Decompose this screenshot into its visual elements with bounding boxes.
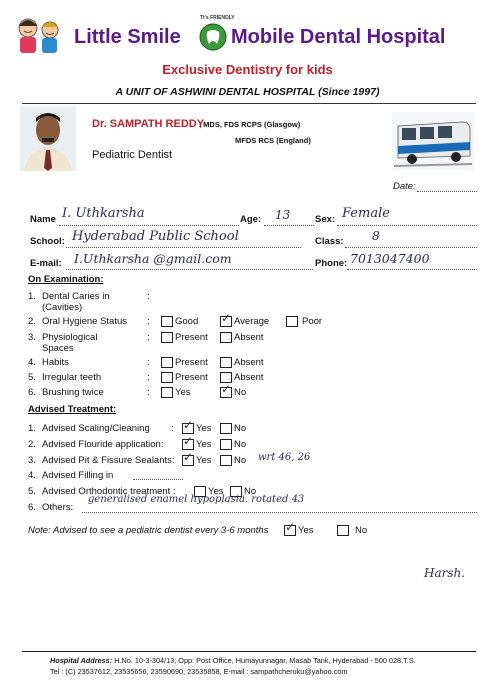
treat-label-5: Advised Orthodontic treatment : [42, 486, 176, 497]
treat-label-6: Others: [42, 502, 74, 513]
exam-num-2: 2. [28, 316, 36, 327]
advice-no-checkbox[interactable] [337, 525, 349, 536]
phone-label: Phone: [315, 258, 348, 269]
advice-yes-label: Yes [298, 525, 314, 536]
exam-label-2: Oral Hygiene Status [42, 316, 128, 327]
sealants-note[interactable]: wrt 46, 26 [258, 452, 311, 463]
sealants-no-label: No [234, 455, 247, 466]
footer-address-label: Hospital Address: [50, 656, 113, 665]
doctor-quals-1: , MDS, FDS RCPS (Glasgow) [199, 120, 301, 129]
doctor-photo [20, 106, 76, 171]
habits-present-checkbox[interactable] [161, 357, 173, 368]
advice-note: Note: Advised to see a pediatric dentist every 3-6 months [28, 525, 269, 536]
doctor-signature: Harsh. [424, 566, 466, 580]
doctor-name: Dr. SAMPATH REDDY [92, 118, 205, 130]
others-field-line [82, 512, 477, 513]
date-field[interactable] [417, 191, 477, 192]
sealants-no-checkbox[interactable] [220, 455, 232, 466]
mobile-bus-image [392, 112, 474, 170]
good-label: Good [175, 316, 199, 327]
treat-label-1: Advised Scaling/Cleaning [42, 423, 150, 434]
treat-colon-1: : [171, 423, 174, 434]
doctor-quals-2: MFDS RCS (England) [235, 136, 311, 145]
poor-label: Poor [302, 316, 323, 327]
treat-num-3: 3. [28, 455, 36, 466]
tooth-badge-icon [199, 23, 227, 51]
treat-num-6: 6. [28, 502, 36, 513]
exam-label-1b: (Cavities) [42, 302, 83, 313]
flouride-no-label: No [234, 439, 247, 450]
age-value[interactable]: 13 [275, 208, 291, 222]
header-divider [22, 103, 476, 104]
exam-label-5: Irregular teeth [42, 372, 102, 383]
average-check-mark: ✓ [221, 311, 232, 325]
kids-logo [10, 14, 70, 60]
scaling-no-checkbox[interactable] [220, 423, 232, 434]
scaling-yes-label: Yes [196, 423, 212, 434]
irregular-absent-label: Absent [234, 372, 264, 383]
treat-num-5: 5. [28, 486, 36, 497]
treat-num-2: 2. [28, 439, 36, 450]
class-value[interactable]: 8 [372, 229, 380, 243]
exam-colon-3: : [147, 332, 150, 343]
class-field-line [345, 247, 477, 248]
spaces-absent-checkbox[interactable] [220, 332, 232, 343]
flouride-no-checkbox[interactable] [220, 439, 232, 450]
subtitle: Exclusive Dentistry for kids [162, 62, 333, 77]
tagline: A UNIT OF ASHWINI DENTAL HOSPITAL (Since 1997) [115, 86, 380, 98]
exam-num-6: 6. [28, 387, 36, 398]
footer-divider [22, 651, 476, 652]
treat-label-2: Advised Flouride application: [42, 439, 164, 450]
exam-colon-6: : [147, 387, 150, 398]
scaling-no-label: No [234, 423, 247, 434]
others-note[interactable]: generalised enamel hypoplasia. rotated 43 [88, 494, 305, 505]
exam-colon-1: : [147, 291, 150, 302]
age-label: Age: [240, 214, 262, 225]
name-field-line [59, 225, 239, 226]
average-label: Average [234, 316, 270, 327]
sealants-yes-check-mark: ✓ [183, 450, 194, 464]
treat-label-4: Advised Filling in [42, 470, 114, 481]
exam-colon-2: : [147, 316, 150, 327]
exam-colon-5: : [147, 372, 150, 383]
doctor-role: Pediatric Dentist [92, 149, 173, 161]
habits-absent-checkbox[interactable] [220, 357, 232, 368]
class-label: Class: [315, 236, 344, 247]
scaling-yes-check-mark: ✓ [183, 418, 194, 432]
filling-field-line[interactable] [133, 479, 183, 480]
poor-checkbox[interactable] [286, 316, 298, 327]
habits-present-label: Present [175, 357, 208, 368]
email-value[interactable]: I.Uthkarsha @gmail.com [74, 251, 232, 266]
exam-label-3b: Spaces [42, 343, 74, 354]
age-field-line [264, 225, 314, 226]
examination-heading: On Examination: [28, 274, 104, 285]
good-checkbox[interactable] [161, 316, 173, 327]
exam-num-3: 3. [28, 332, 36, 343]
exam-label-1: Dental Caries in [42, 291, 110, 302]
footer-address-text: H.No. 10-3-304/13, Opp: Post Office, Humayunnagar, Masab Tank, Hyderabad - 500 028.T.S. [114, 656, 416, 665]
treat-num-1: 1. [28, 423, 36, 434]
ortho-no-label: No [244, 486, 257, 497]
exam-label-4: Habits [42, 357, 69, 368]
exam-num-5: 5. [28, 372, 36, 383]
brushing-no-check-mark: ✓ [221, 382, 232, 396]
phone-value[interactable]: 7013047400 [350, 251, 430, 266]
ortho-yes-label: Yes [208, 486, 224, 497]
exam-label-3: Physiological [42, 332, 98, 343]
brushing-yes-checkbox[interactable] [161, 387, 173, 398]
school-value[interactable]: Hyderabad Public School [72, 229, 239, 244]
school-field-line [66, 247, 301, 248]
school-label: School: [30, 236, 65, 247]
sex-label: Sex: [315, 214, 336, 225]
date-label: Date: [393, 181, 416, 192]
footer-contact: Tel : (C) 23537612, 23535656, 23590690, 23535858, E-mail : sampathcheruku@yahoo.com [50, 667, 348, 676]
exam-colon-4: : [147, 357, 150, 368]
email-field-line [66, 269, 313, 270]
exam-num-4: 4. [28, 357, 36, 368]
flouride-yes-check-mark: ✓ [183, 434, 194, 448]
app-title-right: Mobile Dental Hospital [231, 26, 446, 48]
footer-address [50, 656, 416, 665]
sex-value[interactable]: Female [342, 206, 390, 221]
sealants-yes-label: Yes [196, 455, 212, 466]
exam-label-6: Brushing twice [42, 387, 104, 398]
app-title-left: Little Smile [74, 26, 181, 48]
brushing-yes-label: Yes [175, 387, 191, 398]
name-value[interactable]: I. Uthkarsha [62, 206, 145, 221]
treatment-heading: Advised Treatment: [28, 404, 117, 415]
email-label: E-mail: [30, 258, 62, 269]
phone-field-line [347, 269, 477, 270]
badge-text: Tt's FRIENDLY [200, 15, 235, 21]
flouride-yes-label: Yes [196, 439, 212, 450]
brushing-no-label: No [234, 387, 247, 398]
spaces-present-label: Present [175, 332, 208, 343]
advice-yes-check-mark: ✓ [285, 520, 296, 534]
exam-num-1: 1. [28, 291, 36, 302]
advice-no-label: No [355, 525, 368, 536]
treat-num-4: 4. [28, 470, 36, 481]
irregular-present-checkbox[interactable] [161, 372, 173, 383]
irregular-present-label: Present [175, 372, 208, 383]
spaces-present-checkbox[interactable] [161, 332, 173, 343]
treat-label-3: Advised Pit & Fissure Sealants: [42, 455, 175, 466]
name-label: Name [30, 214, 56, 225]
spaces-absent-label: Absent [234, 332, 264, 343]
sex-field-line [337, 225, 477, 226]
habits-absent-label: Absent [234, 357, 264, 368]
